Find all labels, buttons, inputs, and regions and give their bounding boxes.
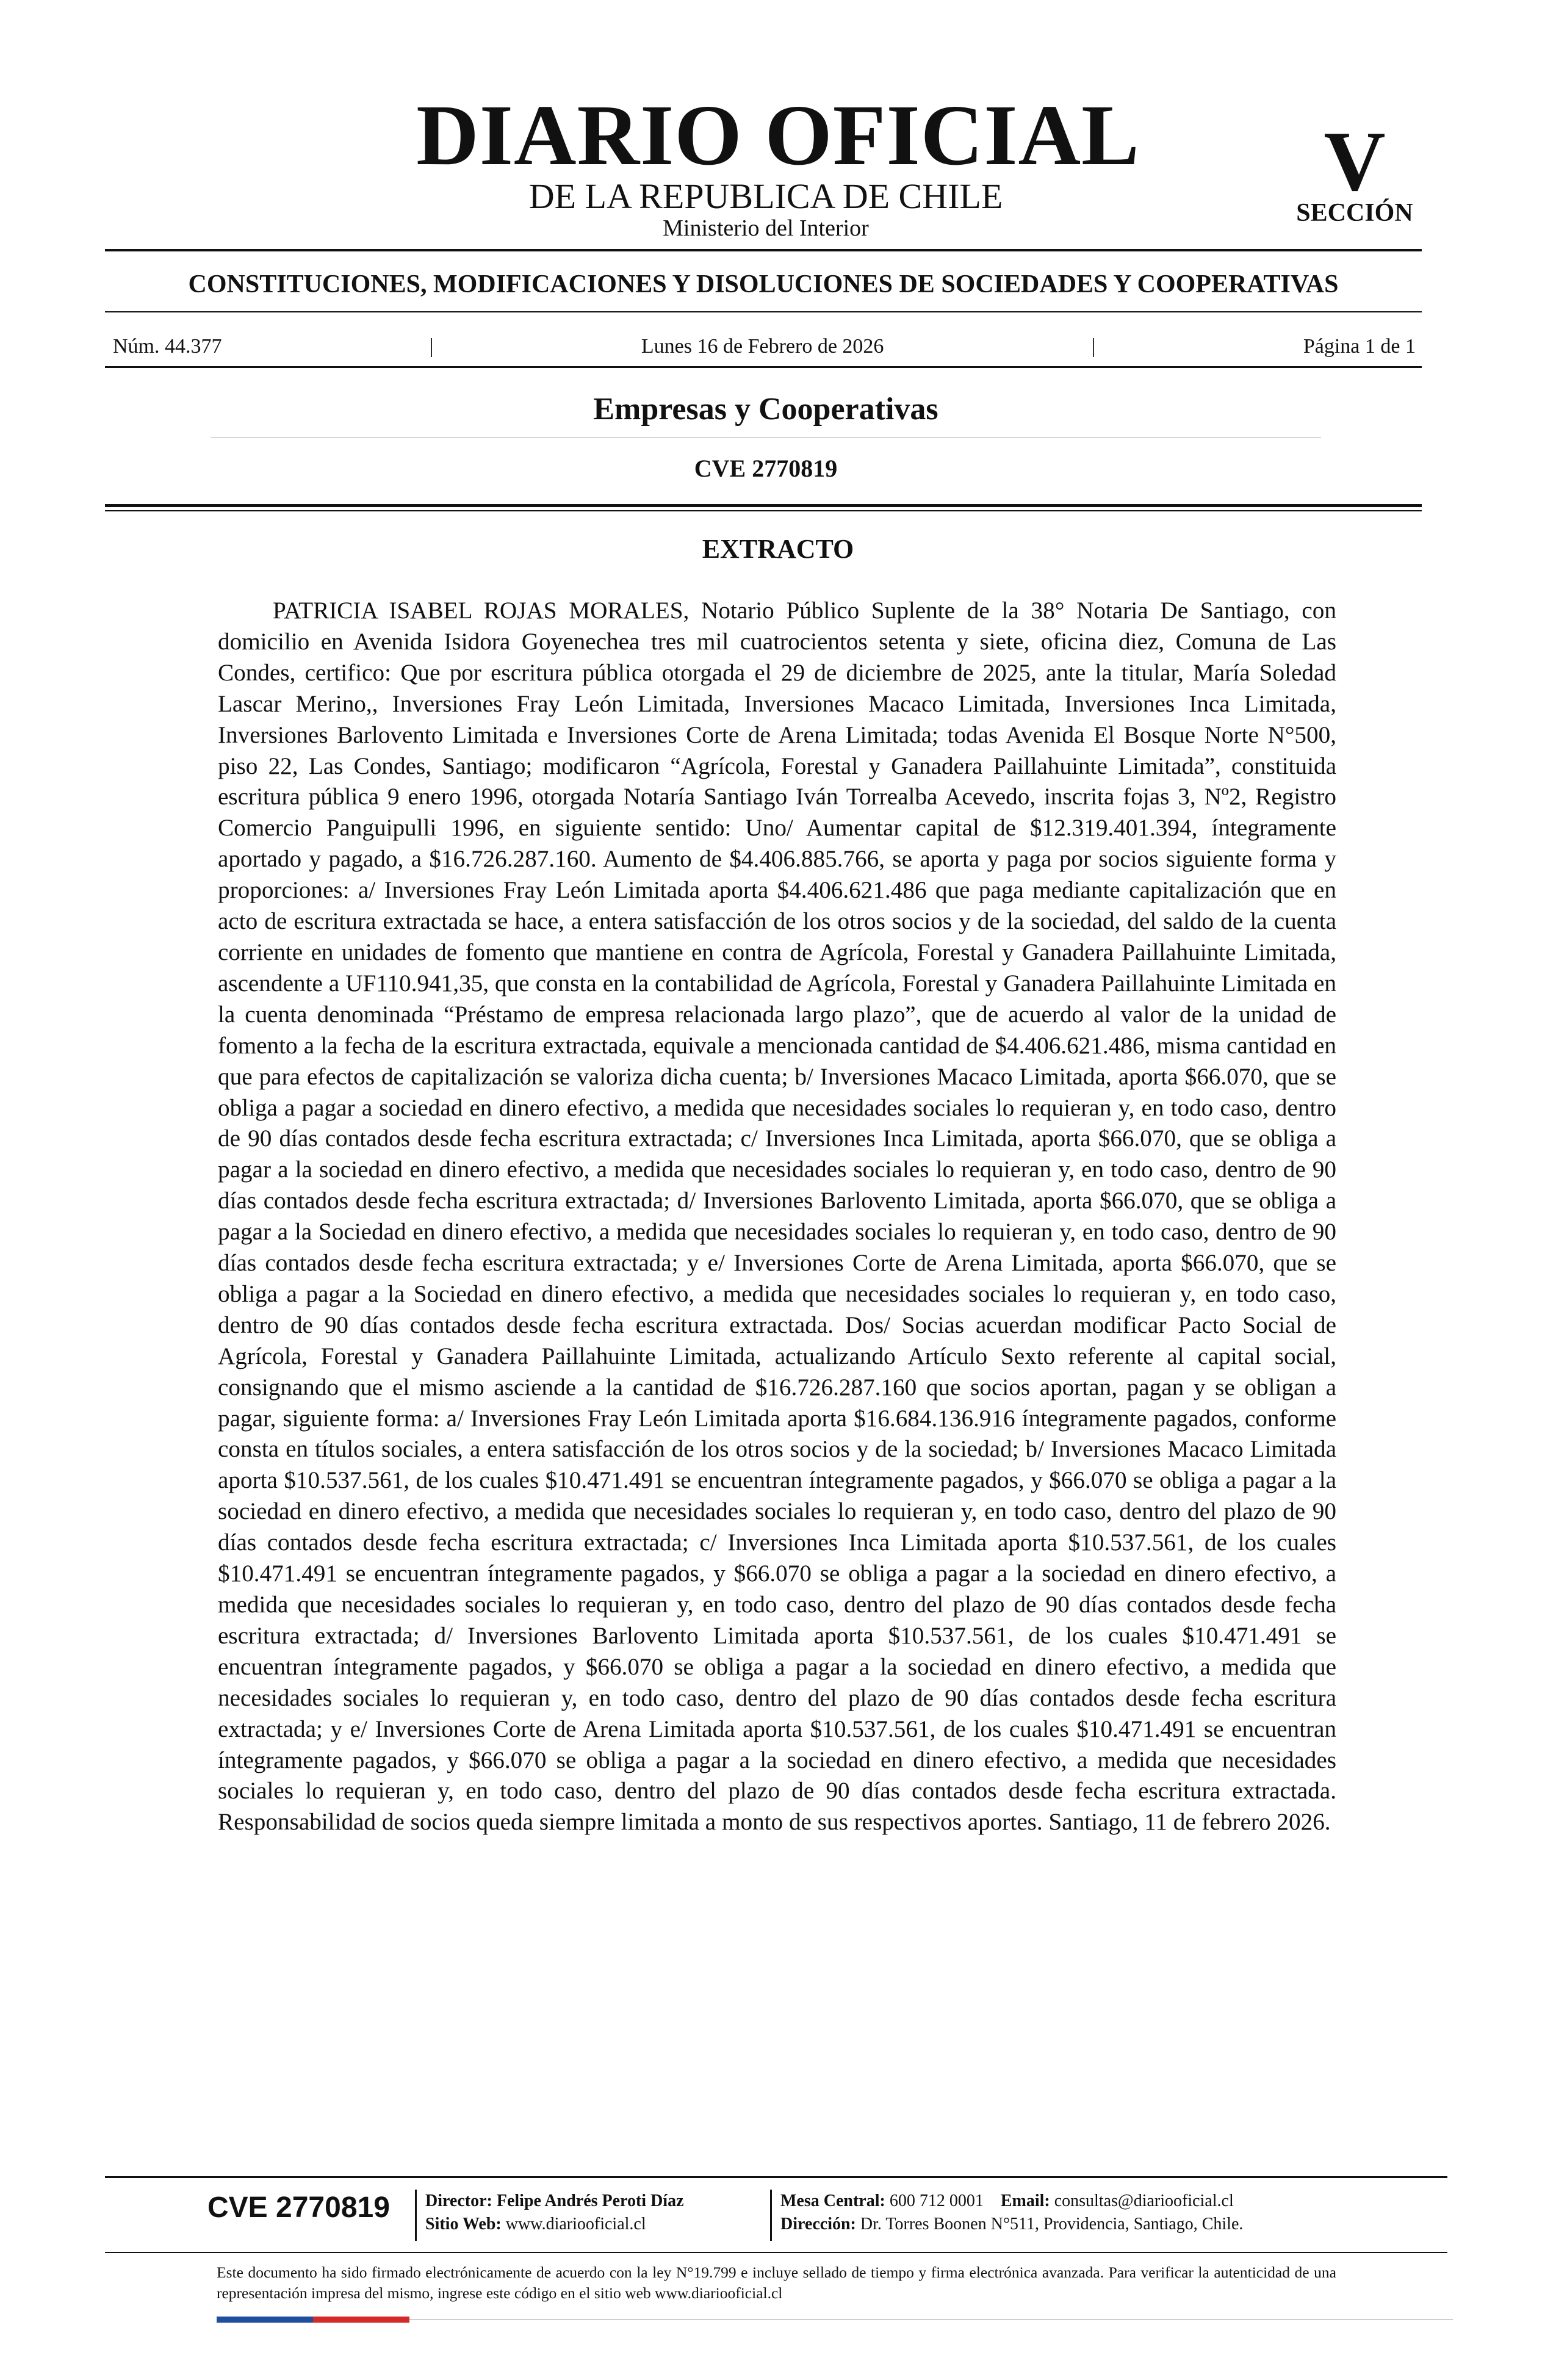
category-title: Empresas y Cooperativas [593, 392, 938, 427]
website-link[interactable]: www.diariooficial.cl [505, 2215, 646, 2234]
cve-code: CVE 2770819 [694, 455, 838, 482]
issue-date: Lunes 16 de Febrero de 2026 [641, 335, 884, 358]
section-label: SECCIÓN [1296, 199, 1413, 227]
footer-separator [415, 2190, 417, 2241]
meta-divider [105, 366, 1422, 368]
issue-number: Núm. 44.377 [113, 335, 222, 358]
flag-stripe-blue [217, 2317, 313, 2323]
extract-body: PATRICIA ISABEL ROJAS MORALES, Notario Público Suplente de la 38° Notaria De Santiago, con domicilio en Avenida Isidora Goyenechea tres mil cuatrocientos setenta y siete, oficina diez, Comuna de Las Condes, certifico: Que por escritura pública otorgada el 29 de diciembre de 2025, ante la titular, María Soledad Lascar Merino,, Inversiones Fray León Limitada, Inversiones Macaco Limitada, Inversiones Inca Limitada, Inversiones Barlovento Limitada e Inversiones Corte de Arena Limitada; todas Avenida El Bosque Norte N°500, piso 22, Las Condes, Santiago; modificaron “Agrícola, Forestal y Ganadera Paillahuinte Limitada”, constituida escritura pública 9 enero 1996, otorgada Notaría Santiago Iván Torrealba Acevedo, inscrita fojas 3, Nº2, Registro Comercio Panguipulli 1996, en siguiente sentido: Uno/ Aumentar capital de $12.319.401.394, íntegramente aportado y pagado, a $16.726.287.160. Aumento de $4.406.885.766, se aporta y paga por socios siguiente forma y proporciones: a/ Inversiones Fray León Limitada aporta $4.406.621.486 que paga mediante capitalización que en acto de escritura extractada se hace, a entera satisfacción de los otros socios y de la sociedad, del saldo de la cuenta corriente en unidades de fomento que mantiene en contra de Agrícola, Forestal y Ganadera Paillahuinte Limitada, ascendente a UF110.941,35, que consta en la contabilidad de Agrícola, Forestal y Ganadera Paillahuinte Limitada en la cuenta denominada “Préstamo de empresa relacionada largo plazo”, que de acuerdo al valor de la unidad de fomento a la fecha de la escritura extractada, equivale a mencionada cantidad de $4.406.621.486, misma cantidad en que para efectos de capitalización se valoriza dicha cuenta; b/ Inversiones Macaco Limitada, aporta $66.070, que se obliga a pagar a sociedad en dinero efectivo, a medida que necesidades sociales lo requieran y, en todo caso, dentro de 90 días contados desde fecha escritura extractada; c/ Inversiones Inca Limitada, aporta $66.070, que se obliga a pagar a la sociedad en dinero efectivo, a medida que necesidades sociales lo requieran y, en todo caso, dentro de 90 días contados desde fecha escritura extractada; d/ Inversiones Barlovento Limitada, aporta $66.070, que se obliga a pagar a la Sociedad en dinero efectivo, a medida que necesidades sociales lo requieran y, en todo caso, dentro de 90 días contados desde fecha escritura extractada; y e/ Inversiones Corte de Arena Limitada, aporta $66.070, que se obliga a pagar a la Sociedad en dinero efectivo, a medida que necesidades sociales lo requieran y, en todo caso, dentro de 90 días contados desde fecha escritura extractada. Dos/ Socias acuerdan modificar Pacto Social de Agrícola, Forestal y Ganadera Paillahuinte Limitada, actualizando Artículo Sexto referente al capital social, consignando que el mismo asciende a la cantidad de $16.726.287.160 que socios aportan, pagan y se obligan a pagar, siguiente forma: a/ Inversiones Fray León Limitada aporta $16.684.136.916 íntegramente pagados, conforme consta en títulos sociales, a entera satisfacción de los otros socios y de la sociedad; b/ Inversiones Macaco Limitada aporta $10.537.561, de los cuales $10.471.491 se encuentran íntegramente pagados, y $66.070 se obliga a pagar a la sociedad en dinero efectivo, a medida que necesidades sociales lo requieran y, en todo caso, dentro del plazo de 90 días contados desde fecha escritura extractada; c/ Inversiones Inca Limitada aporta $10.537.561, de los cuales $10.471.491 se encuentran íntegramente pagados, y $66.070 se obliga a pagar a la sociedad en dinero efectivo, a medida que necesidades sociales lo requieran y, en todo caso, dentro del plazo de 90 días contados desde fecha escritura extractada; d/ Inversiones Barlovento Limitada aporta $10.537.561, de los cuales $10.471.491 se encuentran íntegramente pagados, y $66.070 se obliga a pagar a la sociedad en dinero efectivo, a medida que necesidades sociales lo requieran y, en todo caso, dentro del plazo de 90 días contados desde fecha escritura extractada; y e/ Inversiones Corte de Arena Limitada aporta $10.537.561, de los cuales $10.471.491 se encuentran íntegramente pagados, y $66.070 se obliga a pagar a la sociedad en dinero efectivo, a medida que necesidades sociales lo requieran y, en todo caso, dentro del plazo de 90 días contados desde fecha escritura extractada. Responsabilidad de socios queda siempre limitada a monto de sus respectivos aportes. Santiago, 11 de febrero 2026. [218, 597, 1336, 1836]
footer-note-divider [105, 2252, 1447, 2253]
email-label: Email: [1000, 2191, 1050, 2210]
section-letter: V [1324, 114, 1386, 209]
bottom-line [409, 2319, 1453, 2320]
phone-number: 600 712 0001 [889, 2191, 984, 2210]
section-banner: CONSTITUCIONES, MODIFICACIONES Y DISOLUCIONES DE SOCIEDADES Y COOPERATIVAS [188, 270, 1339, 298]
page-count: Página 1 de 1 [1303, 335, 1416, 358]
address-label: Dirección: [780, 2215, 856, 2234]
category-divider [211, 437, 1321, 438]
director-name: Felipe Andrés Peroti Díaz [496, 2191, 684, 2210]
header-double-rule-bottom [105, 510, 1422, 511]
email-link[interactable]: consultas@diariooficial.cl [1054, 2191, 1234, 2210]
electronic-signature-note: Este documento ha sido firmado electrónicamente de acuerdo con la ley N°19.799 e incluye sellado de tiempo y firma electrónica avanzada. Para verificar la autenticidad de una representación impresa del mismo, ingrese este código en el sitio web www.diariooficial.cl [217, 2263, 1336, 2302]
meta-separator: | [429, 335, 434, 358]
flag-stripe-red [313, 2317, 409, 2323]
footer-contact-block [780, 2190, 1243, 2236]
issue-meta-row [113, 334, 1416, 359]
footer-director-block [425, 2190, 684, 2236]
header-double-rule-top [105, 504, 1422, 507]
masthead-subtitle: DE LA REPUBLICA DE CHILE [528, 176, 1003, 216]
document-heading: EXTRACTO [702, 534, 854, 564]
footer-separator [770, 2190, 772, 2241]
masthead-ministry: Ministerio del Interior [663, 215, 869, 241]
footer-divider [105, 2176, 1447, 2178]
website-label: Sitio Web: [425, 2215, 502, 2234]
masthead-divider [105, 249, 1422, 251]
director-label: Director: [425, 2191, 492, 2210]
masthead-title: DIARIO OFICIAL [416, 87, 1140, 183]
phone-label: Mesa Central: [780, 2191, 885, 2210]
footer-cve-code: CVE 2770819 [207, 2191, 390, 2224]
banner-divider [105, 311, 1422, 312]
address-text: Dr. Torres Boonen N°511, Providencia, Santiago, Chile. [860, 2215, 1244, 2234]
meta-separator: | [1091, 335, 1096, 358]
